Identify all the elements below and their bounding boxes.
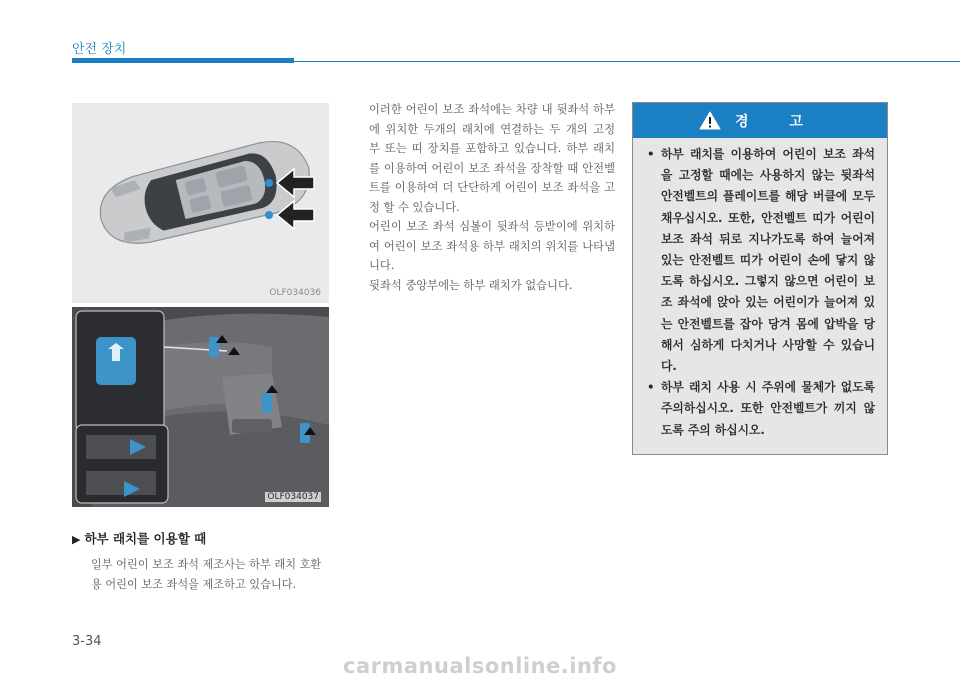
- middle-paragraph-1: 이러한 어린이 보조 좌석에는 차량 내 뒷좌석 하부에 위치한 두개의 래치에 연결하는 두 개의 고정 부 또는 띠 장치를 포함하고 있습니다. 하부 래치를 이용하여 어린이 보조 좌석을 장착할 때 안전벨트를 이용하여 더 단단하게 어린이 보조 좌석을 고정 할 수 있습니다.: [369, 103, 615, 214]
- rear-seat-figure: [72, 307, 329, 507]
- warning-item-2: • 하부 래치 사용 시 주위에 물체가 없도록 주의하십시오. 또한 안전벨트가 끼지 않도록 주의 하십시오.: [645, 377, 875, 441]
- figure-code-top: OLF034036: [269, 288, 321, 298]
- middle-paragraph-3: 뒷좌석 중앙부에는 하부 래치가 없습니다.: [369, 278, 573, 292]
- warning-item-1: • 하부 래치를 이용하여 어린이 보조 좌석을 고정할 때에는 사용하지 않는 뒷좌석 안전벨트의 플레이트를 해당 버클에 모두 채우십시오. 또한, 안전벨트 띠가 어린이 보조 좌석 뒤로 지나가도록 하여 늘어져 있는 안전벨트 띠가 어린이 손에 닿지 않도록 하십시오. 그렇지 않으면 어린이 보조 좌석에 앉아 있는 어린이가 늘어져 있는 안전벨트를 잡아 당겨 몸에 압박을 당해서 심하게 다치거나 사망할 수 있습니다.: [645, 144, 875, 377]
- header-rule-thin: [294, 61, 960, 62]
- subheading-text: 하부 래치를 이용할 때: [84, 531, 207, 546]
- car-top-view-figure: [72, 103, 329, 303]
- warning-title: 경 고: [735, 113, 821, 130]
- warning-box: [632, 102, 888, 455]
- latch-marker-lower: [265, 211, 273, 219]
- middle-column-text: [369, 100, 615, 295]
- rear-seat-illustration: [72, 307, 329, 507]
- car-top-view-illustration: [72, 103, 329, 303]
- page-number: 3-34: [72, 634, 102, 649]
- section-title: 안전 장치: [72, 42, 127, 57]
- figure-code-bottom: OLF034037: [267, 492, 319, 502]
- warning-list: [633, 138, 887, 441]
- middle-paragraph-2: 어린이 보조 좌석 심볼이 뒷좌석 등받이에 위치하여 어린이 보조 좌석용 하부 래치의 위치를 나타냅니다.: [369, 220, 615, 272]
- latch-marker-upper: [265, 179, 273, 187]
- watermark: carmanualsonline.info: [343, 654, 617, 678]
- header-rule-thick: [72, 58, 294, 63]
- warning-triangle-icon: [699, 111, 721, 130]
- subheading: [72, 529, 206, 547]
- left-paragraph: 일부 어린이 보조 좌석 제조사는 하부 래치 호환용 어린이 보조 좌석을 제조하고 있습니다.: [91, 558, 322, 591]
- subheading-marker: ▶: [72, 533, 81, 546]
- warning-header: [633, 103, 887, 138]
